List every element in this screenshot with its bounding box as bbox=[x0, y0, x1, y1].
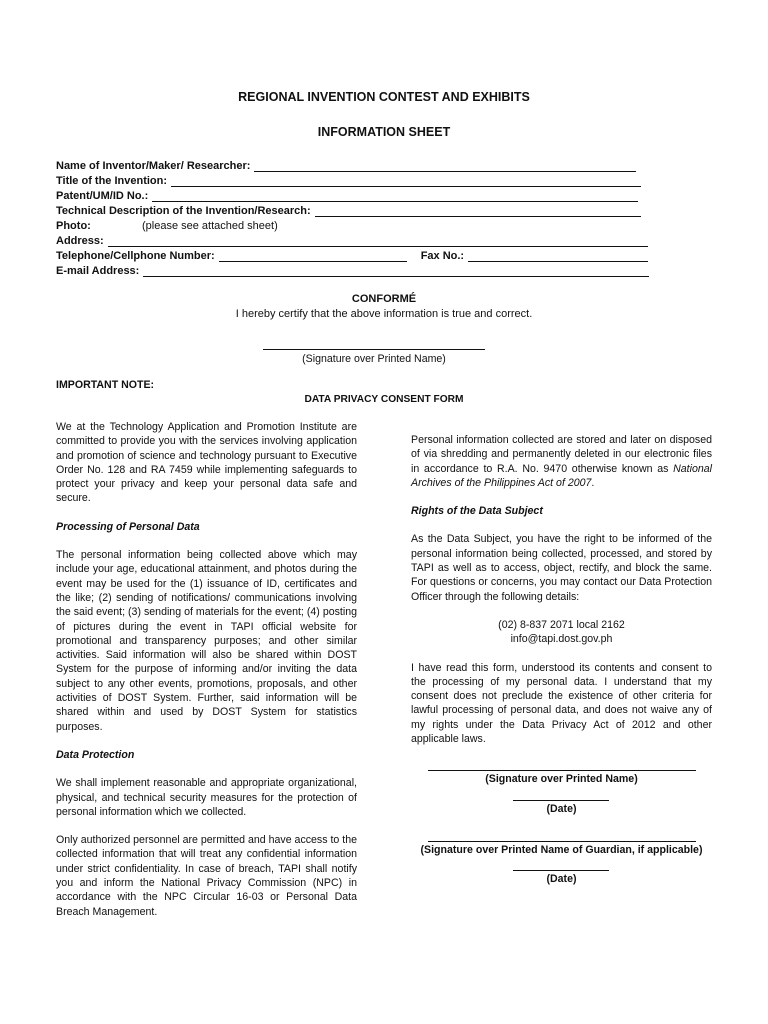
storage-paragraph bbox=[411, 433, 712, 490]
rights-paragraph: As the Data Subject, you have the right to be informed of the personal information being collected, processed, and stored by TAPI as well as to access, object, rectify, and block the same. For questions or concerns, you may contact our Data Protection Officer through the following details: bbox=[411, 533, 712, 603]
field-techdesc-line[interactable] bbox=[315, 205, 641, 217]
field-fax-line[interactable] bbox=[468, 250, 648, 262]
guardian-signature-caption: (Signature over Printed Name of Guardian, if applicable) bbox=[420, 844, 703, 856]
field-phone-label: Telephone/Cellphone Number: bbox=[56, 250, 215, 262]
data-subject-date-caption: (Date) bbox=[546, 803, 577, 815]
contest-title: REGIONAL INVENTION CONTEST AND EXHIBITS bbox=[238, 90, 530, 104]
storage-text: Personal information collected are stored and later on disposed of via shredding and permanently deleted in our electronic files in accordance to R.A. No. 9470 otherwise known as bbox=[411, 434, 712, 475]
protection-heading: Data Protection bbox=[56, 748, 135, 761]
guardian-date-caption: (Date) bbox=[546, 873, 577, 885]
field-address bbox=[56, 233, 648, 247]
consent-paragraph: I have read this form, understood its contents and consent to the processing of my personal data. I understand that my consent does not preclude the existence of other criteria for lawful processing of personal data, and does not waive any of my rights under the Data Privacy Act of 2012 and other applicable laws. bbox=[411, 661, 712, 746]
protection-paragraph: We shall implement reasonable and appropriate organizational, physical, and technical security measures for the protection of personal information which we collected. bbox=[56, 777, 357, 818]
field-email bbox=[56, 263, 649, 277]
field-techdesc-label: Technical Description of the Invention/Research: bbox=[56, 205, 311, 217]
field-address-line[interactable] bbox=[108, 235, 648, 247]
field-phone-line[interactable] bbox=[219, 250, 407, 262]
field-techdesc bbox=[56, 203, 641, 217]
field-email-label: E-mail Address: bbox=[56, 265, 140, 277]
field-name-label: Name of Inventor/Maker/ Researcher: bbox=[56, 160, 251, 172]
sheet-title: INFORMATION SHEET bbox=[317, 125, 451, 139]
field-photo bbox=[56, 218, 278, 232]
field-title bbox=[56, 173, 641, 187]
right-column bbox=[411, 433, 712, 760]
guardian-date-line[interactable] bbox=[513, 870, 609, 871]
data-subject-signature-line[interactable] bbox=[428, 770, 696, 771]
field-email-line[interactable] bbox=[143, 265, 649, 277]
conforme-signature-caption: (Signature over Printed Name) bbox=[302, 353, 446, 365]
field-address-label: Address: bbox=[56, 235, 104, 247]
field-patent-label: Patent/UM/ID No.: bbox=[56, 190, 149, 202]
rights-heading: Rights of the Data Subject bbox=[411, 505, 543, 518]
conforme-signature-line[interactable] bbox=[263, 349, 485, 350]
field-photo-value: (please see attached sheet) bbox=[142, 220, 278, 232]
field-phone bbox=[56, 248, 648, 262]
processing-heading: Processing of Personal Data bbox=[56, 520, 200, 533]
contact-email[interactable]: info@tapi.dost.gov.ph bbox=[510, 633, 613, 646]
field-title-line[interactable] bbox=[171, 175, 641, 187]
guardian-signature-line[interactable] bbox=[428, 841, 696, 842]
field-patent-line[interactable] bbox=[152, 190, 638, 202]
storage-end: . bbox=[591, 476, 595, 489]
field-title-label: Title of the Invention: bbox=[56, 175, 168, 187]
contact-phone: (02) 8-837 2071 local 2162 bbox=[498, 618, 625, 631]
field-photo-label: Photo: bbox=[56, 220, 91, 232]
important-note-label: IMPORTANT NOTE: bbox=[56, 379, 155, 391]
data-subject-signature-caption: (Signature over Printed Name) bbox=[485, 773, 638, 785]
field-patent bbox=[56, 188, 638, 202]
data-subject-date-line[interactable] bbox=[513, 800, 609, 801]
intro-paragraph: We at the Technology Application and Promotion Institute are committed to provide you with the services involving application and promotion of science and technology pursuant to Executive Order No. 128 and RA 7459 while implementing safeguards to protect your privacy and keep your personal data safe and secure. bbox=[56, 421, 357, 505]
conforme-statement: I hereby certify that the above information is true and correct. bbox=[235, 308, 533, 320]
left-column bbox=[56, 420, 357, 933]
field-name bbox=[56, 158, 636, 172]
field-name-line[interactable] bbox=[254, 160, 636, 172]
conforme-heading: CONFORMÉ bbox=[351, 293, 417, 305]
privacy-form-title: DATA PRIVACY CONSENT FORM bbox=[304, 394, 464, 405]
contact-details bbox=[411, 618, 712, 647]
processing-paragraph: The personal information being collected above which may include your age, educational attainment, and photos during the event may be used for the (1) issuance of ID, certificates and the like; (2) sending of notifications/ communications involving the said event; (3) sending of materials for the event; (4) posting of pictures during the event in TAPI official website for promotional and transparency purposes; and other similar activities. Said information will also be shared within DOST System for the purpose of informing and/or inviting the data subject to any other events, promotions, proposals, and other activities of DOST System. Further, said information will be shared within and used by DOST System for statistics purposes. bbox=[56, 549, 357, 733]
breach-paragraph: Only authorized personnel are permitted and have access to the collected information that will treat any confidential information under strict confidentiality. In case of breach, TAPI shall notify you and inform the National Privacy Commission (NPC) in accordance with the NPC Circular 16-03 or Personal Data Breach Management. bbox=[56, 834, 357, 918]
field-fax-label: Fax No.: bbox=[420, 250, 465, 262]
storage-law: National Archives of the Philippines Act of 2007 bbox=[411, 462, 712, 489]
